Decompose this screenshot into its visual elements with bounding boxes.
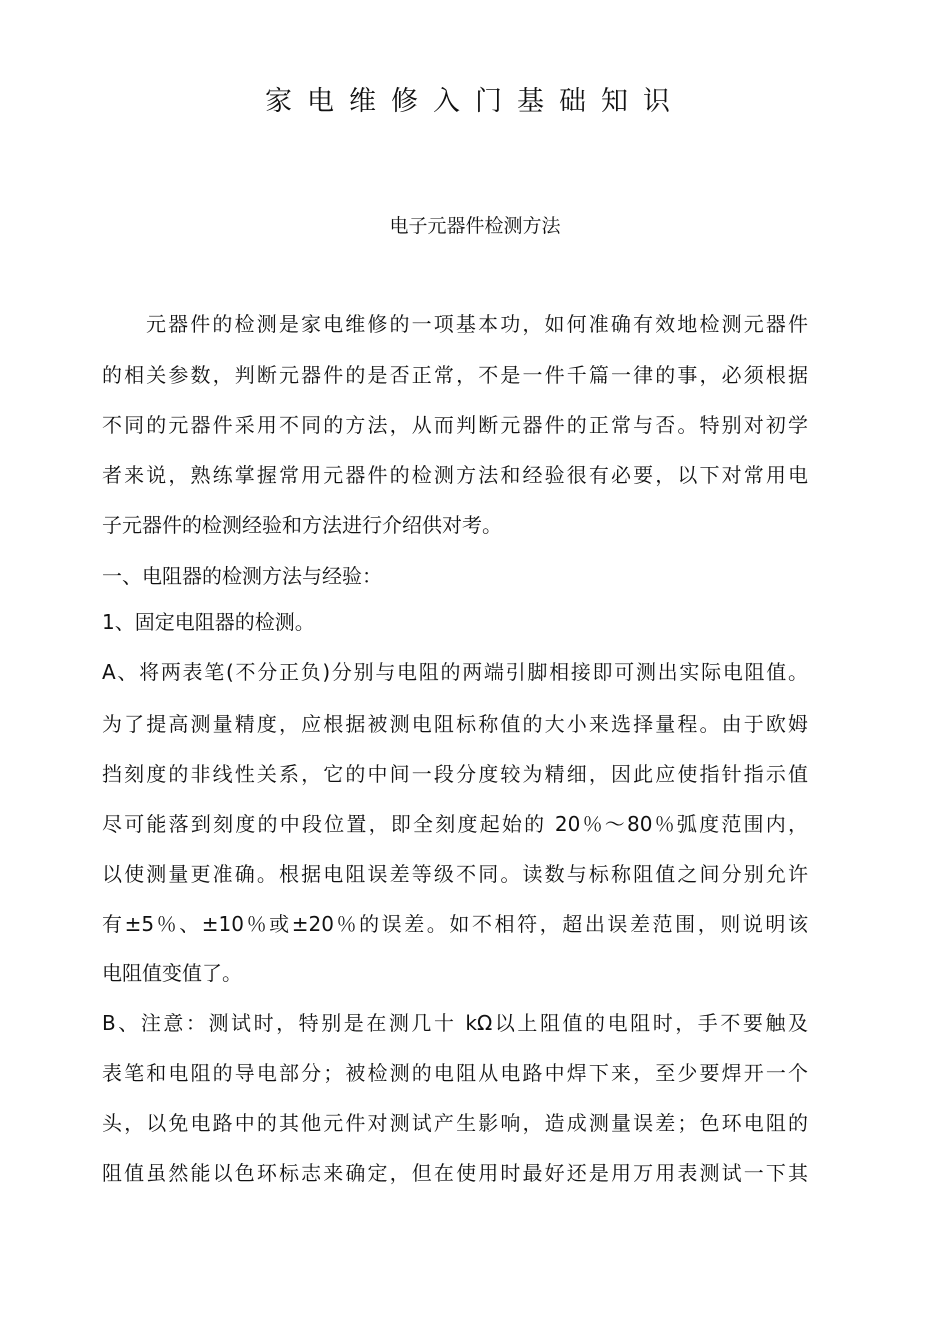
paragraph-line: 以使测量更准确。根据电阻误差等级不同。读数与标称阻值之间分别允许 [102, 862, 808, 886]
paragraph-line: 尽可能落到刻度的中段位置，即全刻度起始的 20％～80％弧度范围内， [102, 812, 808, 836]
subsection-heading: 1、固定电阻器的检测。 [102, 610, 315, 634]
paragraph-line: 者来说，熟练掌握常用元器件的检测方法和经验很有必要，以下对常用电 [102, 463, 808, 487]
document-title: 家电维修入门基础知识 [265, 86, 685, 117]
paragraph-line: 表笔和电阻的导电部分；被检测的电阻从电路中焊下来，至少要焊开一个 [102, 1061, 808, 1085]
paragraph-line: A、将两表笔(不分正负)分别与电阻的两端引脚相接即可测出实际电阻值。 [102, 660, 808, 684]
paragraph-line: 不同的元器件采用不同的方法，从而判断元器件的正常与否。特别对初学 [102, 413, 808, 437]
paragraph-line: 挡刻度的非线性关系，它的中间一段分度较为精细，因此应使指针指示值 [102, 762, 808, 786]
paragraph-line: 元器件的检测是家电维修的一项基本功，如何准确有效地检测元器件 [146, 312, 808, 336]
paragraph-line: 为了提高测量精度，应根据被测电阻标称值的大小来选择量程。由于欧姆 [102, 712, 808, 736]
paragraph-line: B、注意：测试时，特别是在测几十 kΩ以上阻值的电阻时，手不要触及 [102, 1011, 808, 1035]
paragraph-line: 有±5％、±10％或±20％的误差。如不相符，超出误差范围，则说明该 [102, 912, 808, 936]
paragraph-line: 头，以免电路中的其他元件对测试产生影响，造成测量误差；色环电阻的 [102, 1111, 808, 1135]
paragraph-line: 的相关参数，判断元器件的是否正常，不是一件千篇一律的事，必须根据 [102, 363, 808, 387]
paragraph-line: 子元器件的检测经验和方法进行介绍供对考。 [102, 513, 502, 537]
paragraph-line: 阻值虽然能以色环标志来确定，但在使用时最好还是用万用表测试一下其 [102, 1161, 808, 1185]
section-subtitle: 电子元器件检测方法 [389, 215, 561, 237]
paragraph-line: 电阻值变值了。 [102, 961, 242, 985]
section-heading: 一、电阻器的检测方法与经验： [102, 564, 382, 588]
